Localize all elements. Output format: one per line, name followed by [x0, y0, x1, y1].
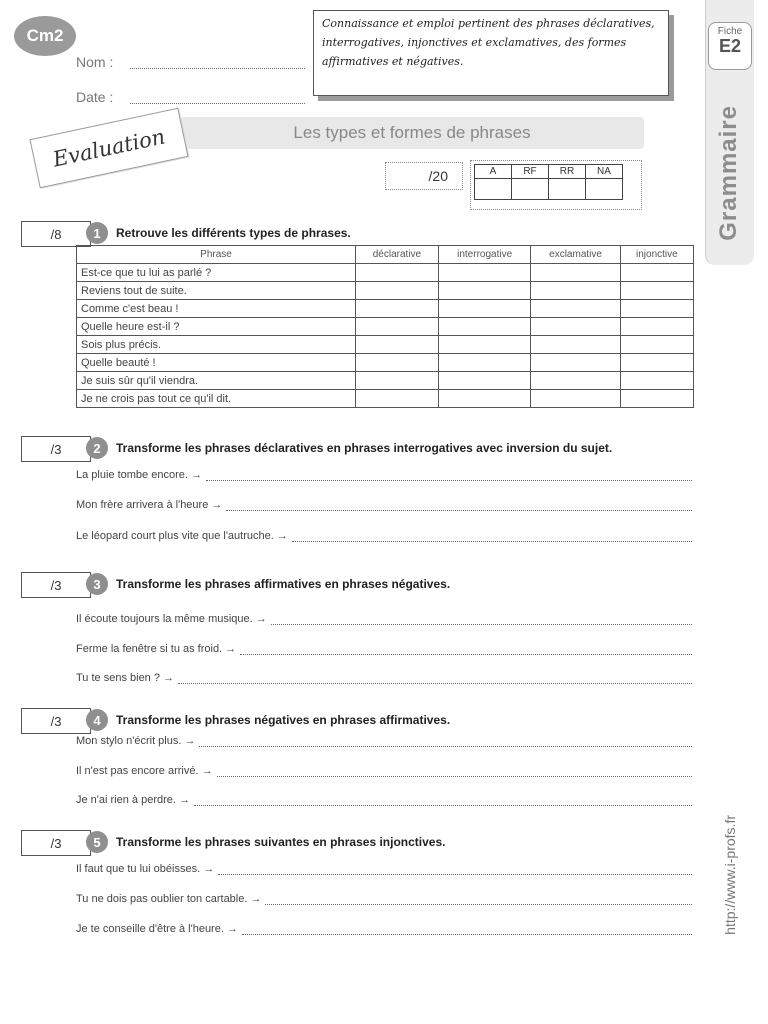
- answer-field[interactable]: [242, 923, 692, 935]
- col-interrogative: interrogative: [438, 246, 531, 264]
- answer-cell[interactable]: [620, 336, 693, 354]
- answer-cell[interactable]: [620, 282, 693, 300]
- phrase-cell: Quelle heure est-il ?: [77, 318, 356, 336]
- table-row: [77, 336, 694, 354]
- exercise-4-number: 4: [86, 709, 108, 731]
- fiche-badge: [708, 22, 752, 70]
- prompt-sentence: Mon stylo n'écrit plus. →: [76, 735, 196, 747]
- exercise-4-instruction: Transforme les phrases négatives en phrases affirmatives.: [116, 713, 451, 727]
- answer-field[interactable]: [218, 863, 692, 875]
- answer-cell[interactable]: [531, 336, 620, 354]
- prompt-sentence: Il écoute toujours la même musique. →: [76, 613, 267, 625]
- table-row: [77, 318, 694, 336]
- eval-cell[interactable]: [549, 179, 586, 200]
- level-badge: Cm2: [14, 16, 76, 56]
- exercise-2-instruction: Transforme les phrases déclaratives en phrases interrogatives avec inversion du sujet.: [116, 441, 613, 455]
- eval-col-rr: RR: [549, 165, 586, 179]
- answer-field[interactable]: [178, 672, 692, 684]
- phrase-cell: Sois plus précis.: [77, 336, 356, 354]
- answer-cell[interactable]: [620, 354, 693, 372]
- answer-line: [76, 643, 692, 655]
- phrase-cell: Comme c'est beau !: [77, 300, 356, 318]
- eval-cell[interactable]: [512, 179, 549, 200]
- answer-cell[interactable]: [438, 282, 531, 300]
- col-injonctive: injonctive: [620, 246, 693, 264]
- fiche-code: E2: [718, 36, 742, 56]
- prompt-sentence: Tu te sens bien ? →: [76, 672, 175, 684]
- table-row: [77, 300, 694, 318]
- col-phrase: Phrase: [77, 246, 356, 264]
- answer-cell[interactable]: [620, 300, 693, 318]
- answer-field[interactable]: [271, 613, 692, 625]
- answer-cell[interactable]: [438, 318, 531, 336]
- answer-line: [76, 613, 692, 625]
- exercise-5-number: 5: [86, 831, 108, 853]
- answer-line: [76, 863, 692, 875]
- eval-grid: [474, 164, 623, 200]
- prompt-sentence: Il faut que tu lui obéisses. →: [76, 863, 215, 875]
- answer-cell[interactable]: [438, 300, 531, 318]
- page-title: Les types et formes de phrases: [180, 117, 644, 149]
- exercise-1-points: /8: [21, 221, 91, 247]
- answer-field[interactable]: [206, 469, 692, 481]
- answer-cell[interactable]: [438, 336, 531, 354]
- prompt-sentence: Je te conseille d'être à l'heure. →: [76, 923, 238, 935]
- prompt-sentence: Le léopard court plus vite que l'autruche. →: [76, 530, 288, 542]
- phrase-cell: Je ne crois pas tout ce qu'il dit.: [77, 390, 356, 408]
- answer-cell[interactable]: [438, 264, 531, 282]
- answer-cell[interactable]: [531, 300, 620, 318]
- exercise-3-number: 3: [86, 573, 108, 595]
- answer-field[interactable]: [265, 893, 692, 905]
- phrase-cell: Reviens tout de suite.: [77, 282, 356, 300]
- answer-cell[interactable]: [620, 372, 693, 390]
- answer-cell[interactable]: [531, 264, 620, 282]
- exercise-3-points: /3: [21, 572, 91, 598]
- answer-cell[interactable]: [620, 318, 693, 336]
- answer-line: [76, 469, 692, 481]
- answer-field[interactable]: [199, 735, 692, 747]
- answer-cell[interactable]: [356, 300, 439, 318]
- table-row: [77, 282, 694, 300]
- nom-field[interactable]: [130, 58, 305, 69]
- eval-col-na: NA: [586, 165, 623, 179]
- eval-col-rf: RF: [512, 165, 549, 179]
- answer-line: [76, 530, 692, 542]
- phrase-cell: Quelle beauté !: [77, 354, 356, 372]
- answer-cell[interactable]: [356, 354, 439, 372]
- table-row: [77, 264, 694, 282]
- answer-field[interactable]: [217, 765, 692, 777]
- answer-field[interactable]: [240, 643, 692, 655]
- answer-cell[interactable]: [620, 264, 693, 282]
- fiche-label: Fiche: [717, 26, 743, 37]
- exercise-1-number: 1: [86, 222, 108, 244]
- answer-cell[interactable]: [356, 318, 439, 336]
- prompt-sentence: Il n'est pas encore arrivé. →: [76, 765, 213, 777]
- answer-cell[interactable]: [531, 372, 620, 390]
- eval-cell[interactable]: [586, 179, 623, 200]
- phrase-cell: Est-ce que tu lui as parlé ?: [77, 264, 356, 282]
- nom-label: Nom :: [76, 54, 114, 70]
- exercise-1-instruction: Retrouve les différents types de phrases.: [116, 226, 351, 240]
- answer-cell[interactable]: [356, 372, 439, 390]
- answer-field[interactable]: [194, 794, 692, 806]
- answer-line: [76, 893, 692, 905]
- col-declarative: déclarative: [356, 246, 439, 264]
- exercise-5-instruction: Transforme les phrases suivantes en phrases injonctives.: [116, 835, 446, 849]
- answer-line: [76, 765, 692, 777]
- answer-cell[interactable]: [531, 354, 620, 372]
- eval-col-a: A: [475, 165, 512, 179]
- exercise-2-number: 2: [86, 437, 108, 459]
- answer-cell[interactable]: [438, 354, 531, 372]
- table-row: [77, 354, 694, 372]
- answer-line: [76, 499, 692, 511]
- table-row: [77, 372, 694, 390]
- prompt-sentence: Mon frère arrivera à l'heure →: [76, 499, 223, 511]
- exercise-2-points: /3: [21, 436, 91, 462]
- answer-cell[interactable]: [438, 390, 531, 408]
- subject-label-wrap: [705, 100, 753, 245]
- subject-label: Grammaire: [715, 104, 742, 241]
- exercise-3-instruction: Transforme les phrases affirmatives en phrases négatives.: [116, 577, 451, 591]
- answer-cell[interactable]: [356, 336, 439, 354]
- answer-line: [76, 794, 692, 806]
- answer-cell[interactable]: [356, 282, 439, 300]
- site-url: http://www.i-profs.fr: [722, 815, 738, 935]
- prompt-sentence: Ferme la fenêtre si tu as froid. →: [76, 643, 237, 655]
- col-exclamative: exclamative: [531, 246, 620, 264]
- answer-cell[interactable]: [356, 390, 439, 408]
- answer-line: [76, 735, 692, 747]
- answer-cell[interactable]: [531, 390, 620, 408]
- score-total: /20: [385, 162, 463, 190]
- answer-field[interactable]: [226, 499, 692, 511]
- exercise-4-points: /3: [21, 708, 91, 734]
- eval-cell[interactable]: [475, 179, 512, 200]
- types-table: [76, 245, 694, 408]
- answer-cell[interactable]: [531, 282, 620, 300]
- prompt-sentence: Tu ne dois pas oublier ton cartable. →: [76, 893, 262, 905]
- answer-line: [76, 923, 692, 935]
- answer-cell[interactable]: [620, 390, 693, 408]
- prompt-sentence: Je n'ai rien à perdre. →: [76, 794, 190, 806]
- answer-cell[interactable]: [438, 372, 531, 390]
- date-field[interactable]: [130, 93, 305, 104]
- table-row: [77, 390, 694, 408]
- exercise-5-points: /3: [21, 830, 91, 856]
- answer-cell[interactable]: [356, 264, 439, 282]
- site-url-wrap: [718, 800, 742, 950]
- prompt-sentence: La pluie tombe encore. →: [76, 469, 202, 481]
- evaluation-tag: Evaluation: [29, 108, 188, 189]
- date-label: Date :: [76, 89, 114, 105]
- phrase-cell: Je suis sûr qu'il viendra.: [77, 372, 356, 390]
- objective-box: Connaissance et emploi pertinent des phrases déclaratives, interrogatives, injonctives et exclamatives, des formes affirmatives et négatives.: [313, 10, 669, 96]
- answer-cell[interactable]: [531, 318, 620, 336]
- answer-line: [76, 672, 692, 684]
- answer-field[interactable]: [292, 530, 692, 542]
